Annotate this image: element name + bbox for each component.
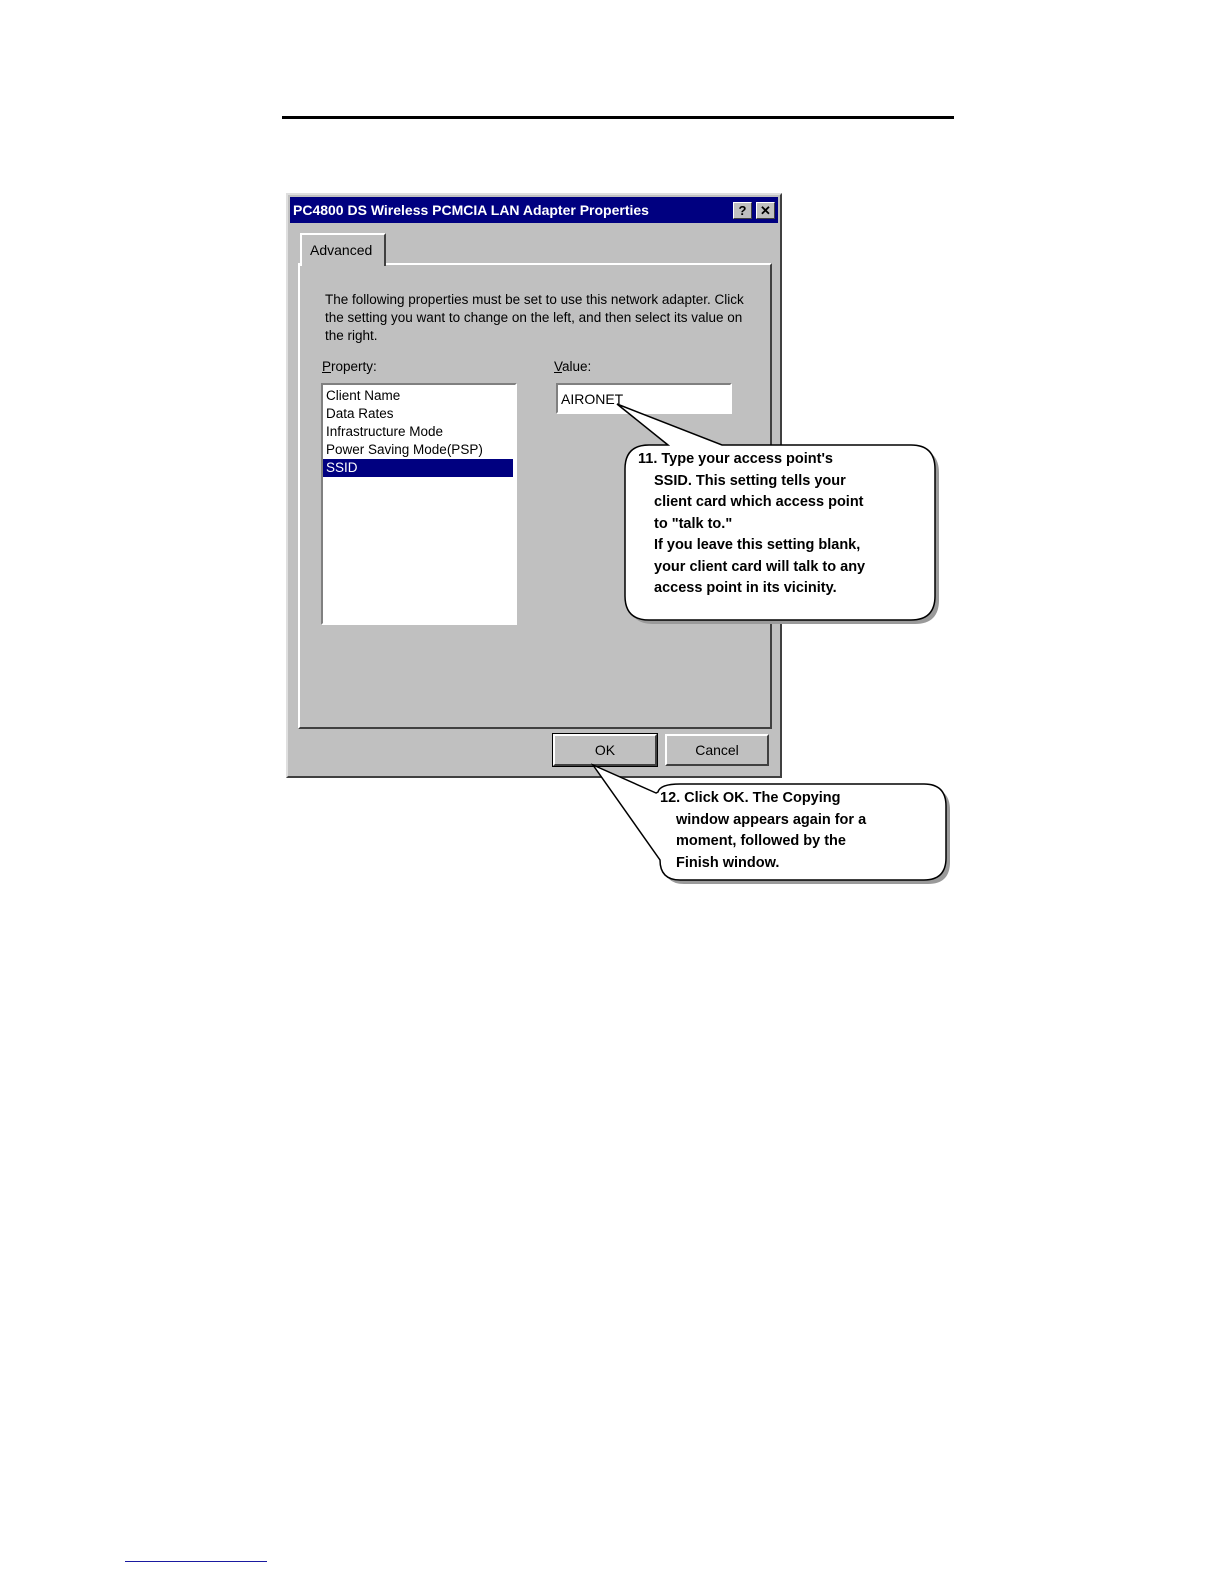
property-label: Property: — [322, 359, 377, 374]
callout-step-12 — [660, 788, 866, 874]
instructions-text: The following properties must be set to use this network adapter. Click the setting you want to change on the left, and then select its value on the right. — [325, 292, 744, 343]
help-button[interactable]: ? — [733, 202, 752, 219]
callout-line: If you leave this setting blank, — [654, 537, 861, 553]
cancel-button[interactable]: Cancel — [665, 734, 769, 766]
callout-line: 11. Type your access point's — [638, 451, 833, 467]
tab-advanced-label: Advanced — [310, 242, 373, 258]
callout-line: client card which access point — [654, 494, 864, 510]
callout-line: moment, followed by the — [676, 833, 846, 849]
footer-link-rule — [125, 1561, 267, 1562]
callout-line: to "talk to." — [654, 515, 733, 532]
value-label: Value: — [554, 359, 592, 374]
tab-advanced[interactable] — [300, 233, 386, 266]
callout-line: your client card will talk to any — [654, 558, 866, 575]
callout-line: 12. Click OK. The Copying — [660, 790, 841, 806]
callout-line: SSID. This setting tells your — [654, 472, 846, 489]
property-list-item[interactable]: Infrastructure Mode — [326, 424, 444, 439]
dialog-title: PC4800 DS Wireless PCMCIA LAN Adapter Properties — [293, 202, 649, 218]
property-list-item[interactable]: Power Saving Mode(PSP) — [326, 442, 483, 457]
callout-line: access point in its vicinity. — [654, 580, 837, 596]
callout-line: window appears again for a — [676, 811, 867, 828]
property-list-item[interactable]: Client Name — [326, 388, 401, 403]
callout-step-11 — [638, 449, 865, 600]
close-button[interactable]: ✕ — [756, 202, 775, 219]
property-list-item[interactable]: SSID — [323, 459, 513, 477]
property-list-item[interactable]: Data Rates — [326, 406, 394, 421]
ok-button[interactable]: OK — [553, 734, 657, 766]
callout-line: Finish window. — [676, 854, 780, 871]
